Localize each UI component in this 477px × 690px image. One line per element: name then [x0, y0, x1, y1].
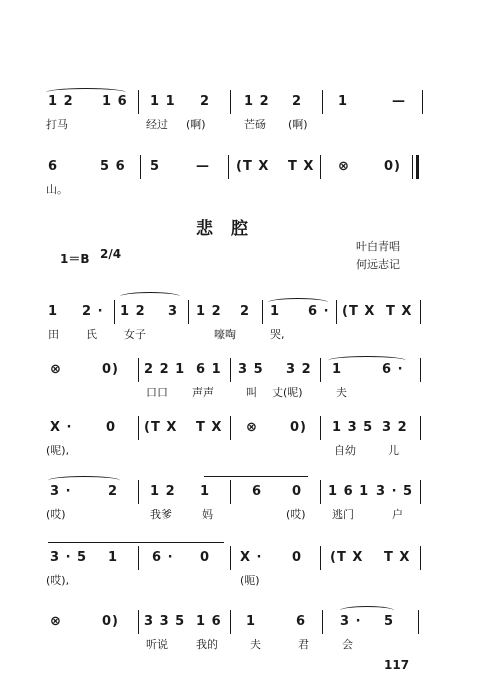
score-line-top-2 — [0, 145, 477, 205]
bar-line — [138, 90, 139, 114]
bar-line — [420, 416, 421, 440]
note-group: ⊗ — [50, 362, 62, 377]
note-group: 1 1 — [150, 94, 176, 109]
bar-line — [420, 546, 421, 570]
bar-line — [320, 358, 321, 382]
note-group: 0) — [290, 420, 307, 435]
note-group: 1 6 1 — [328, 484, 370, 499]
note-group: ⊗ — [338, 159, 350, 174]
bar-line — [114, 300, 115, 324]
note-group: 2 — [108, 484, 119, 499]
note-group: 1 — [246, 614, 257, 629]
note-group: 2 · — [82, 304, 104, 319]
bar-line — [322, 610, 323, 634]
note-group: 3 · 5 — [376, 484, 414, 499]
bar-line — [322, 90, 323, 114]
lyric: 自幼 — [334, 444, 356, 457]
lyric: 女子 — [124, 328, 146, 341]
note-group: 2 2 1 — [144, 362, 186, 377]
recorder-credit: 何远志记 — [356, 258, 400, 271]
bar-line — [230, 480, 231, 504]
lyric: 君 — [298, 638, 309, 651]
bar-line — [420, 480, 421, 504]
note-group: 6 · — [152, 550, 174, 565]
page-number: 117 — [384, 658, 410, 672]
singer-credit: 叶白青唱 — [356, 240, 400, 253]
note-group: 5 — [150, 159, 161, 174]
note-group: 6 · — [382, 362, 404, 377]
bar-line — [320, 155, 321, 179]
bar-line — [138, 610, 139, 634]
bar-line — [320, 546, 321, 570]
note-group: 6 — [252, 484, 263, 499]
note-group: 6 · — [308, 304, 330, 319]
note-group: 1 — [48, 304, 59, 319]
bar-line — [320, 480, 321, 504]
final-bar-line — [412, 155, 413, 179]
lyric: (哎) — [286, 508, 306, 521]
slur — [120, 292, 180, 301]
lyric: (呢), — [46, 444, 70, 457]
note-group: 1 2 — [196, 304, 222, 319]
note-group: 1 2 — [150, 484, 176, 499]
note-group: 0) — [102, 614, 119, 629]
note-group: 1 2 — [48, 94, 74, 109]
lyric: 会 — [342, 638, 353, 651]
bar-line — [138, 416, 139, 440]
note-group: 1 3 5 — [332, 420, 374, 435]
bracket-line — [48, 542, 224, 543]
note-group: 1 — [332, 362, 343, 377]
note-group: (T X — [330, 550, 364, 565]
lyric: 嚎啕 — [214, 328, 236, 341]
score-line-1 — [0, 290, 477, 350]
bar-line — [230, 610, 231, 634]
lyric: 氏 — [86, 328, 97, 341]
note-group: 0 — [292, 550, 303, 565]
note-group: 3 · — [340, 614, 362, 629]
lyric: 叫 — [246, 386, 257, 399]
note-group: 1 — [200, 484, 211, 499]
note-group: 3 — [168, 304, 179, 319]
bar-line — [230, 416, 231, 440]
note-group: 6 — [296, 614, 307, 629]
note-group: 0 — [200, 550, 211, 565]
note-group: 3 2 — [382, 420, 408, 435]
bar-line — [230, 358, 231, 382]
note-group: T X — [384, 550, 411, 565]
score-line-3 — [0, 406, 477, 466]
time-signature: 2/4 — [100, 247, 122, 261]
bar-line — [418, 610, 419, 634]
bar-line — [262, 300, 263, 324]
lyric: 口口 — [146, 386, 168, 399]
note-group: T X — [386, 304, 413, 319]
bar-line — [228, 155, 229, 179]
lyric: (啊) — [288, 118, 308, 131]
note-group: T X — [288, 159, 315, 174]
bar-line — [138, 358, 139, 382]
lyric: 听说 — [146, 638, 168, 651]
lyric: 儿 — [388, 444, 399, 457]
note-group: 1 6 — [102, 94, 128, 109]
note-group: 3 · — [50, 484, 72, 499]
final-bar-line-thick — [416, 155, 419, 179]
note-group: — — [196, 159, 210, 174]
note-group: 3 2 — [286, 362, 312, 377]
lyric: 夫 — [250, 638, 261, 651]
lyric: 哭, — [270, 328, 285, 341]
note-group: 5 6 — [100, 159, 126, 174]
note-group: 1 2 — [120, 304, 146, 319]
note-group: 1 2 — [244, 94, 270, 109]
note-group: (T X — [236, 159, 270, 174]
lyric: 打马 — [46, 118, 68, 131]
lyric: 我的 — [196, 638, 218, 651]
lyric: 丈(呢) — [272, 386, 303, 399]
lyric: (呃) — [240, 574, 260, 587]
lyric: 妈 — [202, 508, 213, 521]
note-group: 2 — [200, 94, 211, 109]
lyric: (啊) — [186, 118, 206, 131]
note-group: 0 — [292, 484, 303, 499]
lyric: (哎) — [46, 508, 66, 521]
lyric: 逃门 — [332, 508, 354, 521]
note-group: 5 — [384, 614, 395, 629]
note-group: 0) — [384, 159, 401, 174]
note-group: X · — [50, 420, 73, 435]
note-group: T X — [196, 420, 223, 435]
lyric: 经过 — [146, 118, 168, 131]
note-group: 0) — [102, 362, 119, 377]
note-group: 2 — [240, 304, 251, 319]
note-group: ⊗ — [246, 420, 258, 435]
bar-line — [420, 300, 421, 324]
note-group: 1 6 — [196, 614, 222, 629]
note-group: 3 5 — [238, 362, 264, 377]
score-line-2 — [0, 348, 477, 408]
lyric: 田 — [48, 328, 59, 341]
bar-line — [230, 546, 231, 570]
bar-line — [422, 90, 423, 114]
key-signature: 1＝B — [60, 252, 90, 266]
score-line-4 — [0, 470, 477, 530]
score-line-top-1 — [0, 80, 477, 140]
section-title: 悲腔 — [196, 219, 266, 239]
note-group: 1 — [338, 94, 349, 109]
bar-line — [336, 300, 337, 324]
lyric: 户 — [392, 508, 403, 521]
bar-line — [320, 416, 321, 440]
lyric: 声声 — [192, 386, 214, 399]
note-group: ⊗ — [50, 614, 62, 629]
note-group: 6 — [48, 159, 59, 174]
lyric: (哎), — [46, 574, 70, 587]
note-group: — — [392, 94, 406, 109]
note-group: 3 · 5 — [50, 550, 88, 565]
lyric: 我爹 — [150, 508, 172, 521]
note-group: (T X — [342, 304, 376, 319]
bar-line — [230, 90, 231, 114]
note-group: X · — [240, 550, 263, 565]
note-group: 3 3 5 — [144, 614, 186, 629]
note-group: 1 — [108, 550, 119, 565]
note-group: 6 1 — [196, 362, 222, 377]
score-line-6 — [0, 600, 477, 660]
bar-line — [138, 480, 139, 504]
bar-line — [140, 155, 141, 179]
score-line-5 — [0, 536, 477, 596]
note-group: (T X — [144, 420, 178, 435]
note-group: 1 — [270, 304, 281, 319]
note-group: 2 — [292, 94, 303, 109]
note-group: 0 — [106, 420, 117, 435]
lyric: 芒砀 — [244, 118, 266, 131]
bracket-line — [204, 476, 308, 477]
lyric: 山。 — [46, 183, 68, 196]
bar-line — [420, 358, 421, 382]
bar-line — [138, 546, 139, 570]
bar-line — [188, 300, 189, 324]
lyric: 夫 — [336, 386, 347, 399]
